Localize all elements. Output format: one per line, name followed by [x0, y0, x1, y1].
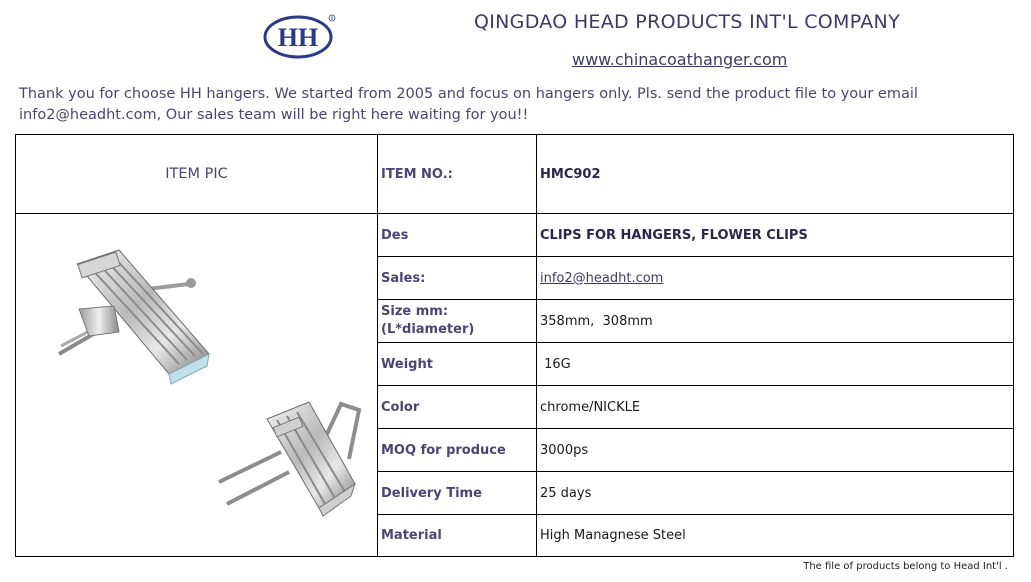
website-link[interactable]: www.chinacoathanger.com — [572, 50, 788, 69]
delivery-value: 25 days — [537, 472, 1014, 515]
material-label: Material — [378, 515, 537, 557]
product-spec-table — [15, 134, 1014, 557]
company-name: QINGDAO HEAD PRODUCTS INT'L COMPANY — [474, 11, 900, 33]
des-value: CLIPS FOR HANGERS, FLOWER CLIPS — [537, 214, 1014, 257]
size-label-line2: (L*diameter) — [381, 322, 475, 337]
item-pic-header: ITEM PIC — [16, 135, 378, 214]
weight-label: Weight — [378, 343, 537, 386]
item-no-value: HMC902 — [537, 135, 1014, 214]
clip-image-1 — [59, 250, 209, 384]
intro-text: Thank you for choose HH hangers. We started from 2005 and focus on hangers only. Pls. send the product file to your email info2@headht.com, Our sales team will be right here waiting for you!! — [19, 86, 918, 123]
spec-row-des — [16, 214, 1014, 257]
moq-value: 3000ps — [537, 429, 1014, 472]
size-value: 358mm, 308mm — [537, 300, 1014, 343]
clip-images — [19, 214, 381, 556]
des-label: Des — [378, 214, 537, 257]
size-label — [378, 300, 537, 343]
weight-value: 16G — [537, 343, 1014, 386]
clip-image-2 — [219, 402, 359, 516]
color-value: chrome/NICKLE — [537, 386, 1014, 429]
hh-logo — [262, 12, 338, 60]
delivery-label: Delivery Time — [378, 472, 537, 515]
moq-label: MOQ for produce — [378, 429, 537, 472]
color-label: Color — [378, 386, 537, 429]
logo-letters: HH — [277, 23, 319, 52]
item-no-row — [16, 135, 1014, 214]
sales-email-link[interactable]: info2@headht.com — [540, 270, 664, 286]
sales-label: Sales: — [378, 257, 537, 300]
item-no-label: ITEM NO.: — [378, 135, 537, 214]
svg-text:R: R — [330, 16, 334, 21]
product-pictures — [16, 214, 378, 557]
size-label-line1: Size mm: — [381, 304, 449, 319]
footer-note: The file of products belong to Head Int'l . — [803, 561, 1008, 572]
material-value: High Managnese Steel — [537, 515, 1014, 557]
